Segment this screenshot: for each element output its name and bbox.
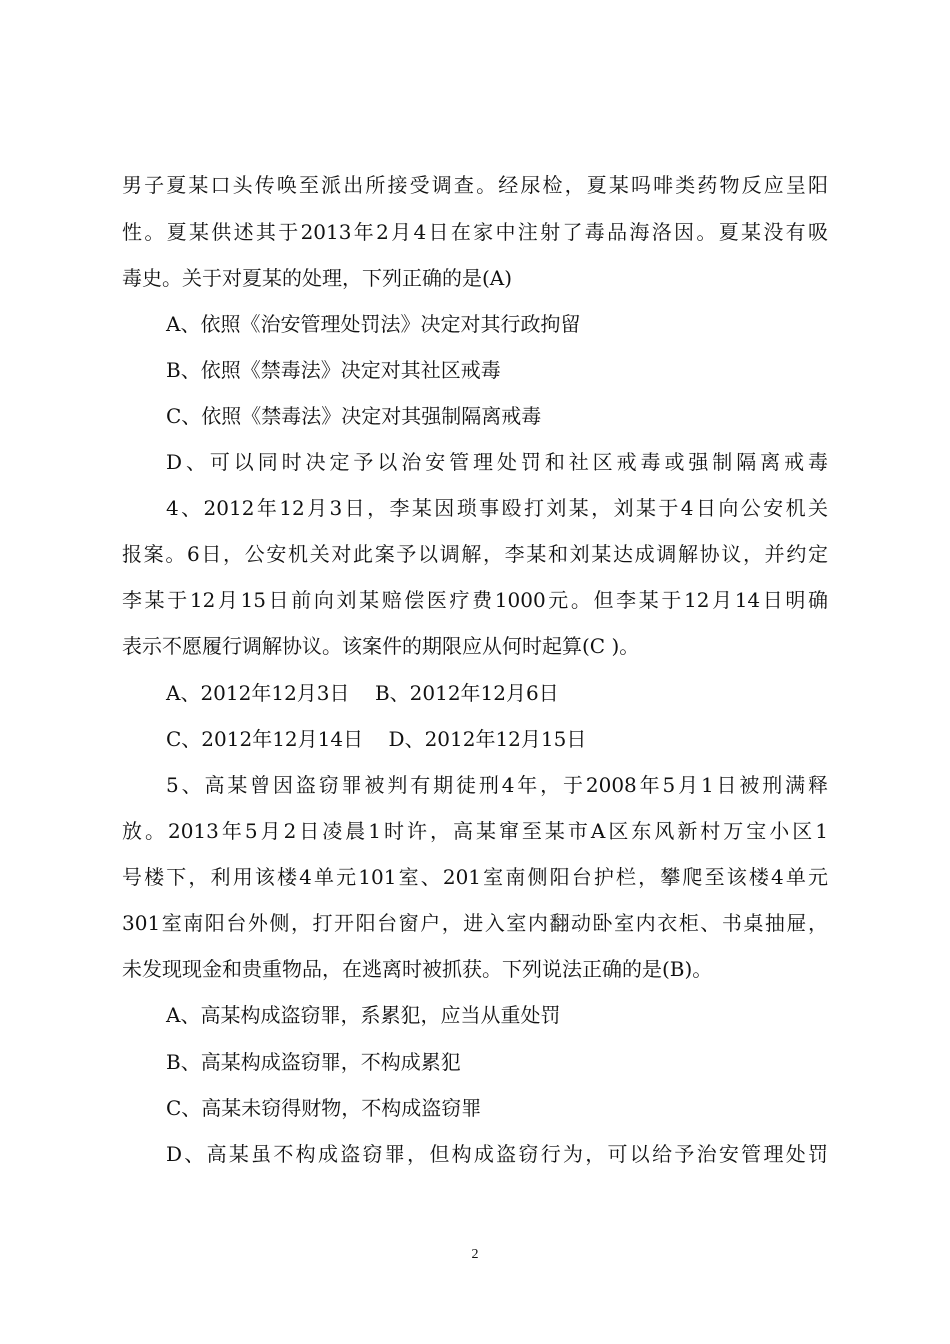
paragraph-line: 放。2013年5月2日凌晨1时许，高某窜至某市A区东风新村万宝小区1 <box>122 819 828 843</box>
option-line: D、高某虽不构成盗窃罪，但构成盗窃行为，可以给予治安管理处罚 <box>166 1142 828 1166</box>
option-line: B、高某构成盗窃罪，不构成累犯 <box>166 1050 461 1074</box>
paragraph-line: 报案。6日，公安机关对此案予以调解，李某和刘某达成调解协议，并约定 <box>122 542 828 566</box>
paragraph-line: 号楼下，利用该楼4单元101室、201室南侧阳台护栏，攀爬至该楼4单元 <box>122 865 828 889</box>
page-number: 2 <box>471 1247 479 1262</box>
question-line: 4、2012年12月3日，李某因琐事殴打刘某，刘某于4日向公安机关 <box>166 496 828 520</box>
paragraph-line: 男子夏某口头传唤至派出所接受调查。经尿检，夏某吗啡类药物反应呈阳 <box>122 173 828 197</box>
option-line: D、可以同时决定予以治安管理处罚和社区戒毒或强制隔离戒毒 <box>166 450 828 474</box>
paragraph-line: 未发现现金和贵重物品，在逃离时被抓获。下列说法正确的是(B)。 <box>122 957 713 981</box>
option-line: C、依照《禁毒法》决定对其强制隔离戒毒 <box>166 404 542 428</box>
option-line: A、2012年12月3日 B、2012年12月6日 <box>166 681 559 705</box>
paragraph-line: 毒史。关于对夏某的处理，下列正确的是(A) <box>122 266 513 290</box>
paragraph-line: 表示不愿履行调解协议。该案件的期限应从何时起算(C )。 <box>122 634 640 658</box>
question-line: 5、高某曾因盗窃罪被判有期徒刑4年，于2008年5月1日被刑满释 <box>166 773 828 797</box>
option-line: A、高某构成盗窃罪，系累犯，应当从重处罚 <box>166 1003 561 1027</box>
paragraph-line: 301室南阳台外侧，打开阳台窗户，进入室内翻动卧室内衣柜、书桌抽屉， <box>122 911 828 935</box>
paragraph-line: 性。夏某供述其于2013年2月4日在家中注射了毒品海洛因。夏某没有吸 <box>122 220 828 244</box>
option-line: C、2012年12月14日 D、2012年12月15日 <box>166 727 587 751</box>
option-line: C、高某未窃得财物，不构成盗窃罪 <box>166 1096 482 1120</box>
option-line: B、依照《禁毒法》决定对其社区戒毒 <box>166 358 501 382</box>
option-line: A、依照《治安管理处罚法》决定对其行政拘留 <box>166 312 581 336</box>
paragraph-line: 李某于12月15日前向刘某赔偿医疗费1000元。但李某于12月14日明确 <box>122 588 828 612</box>
